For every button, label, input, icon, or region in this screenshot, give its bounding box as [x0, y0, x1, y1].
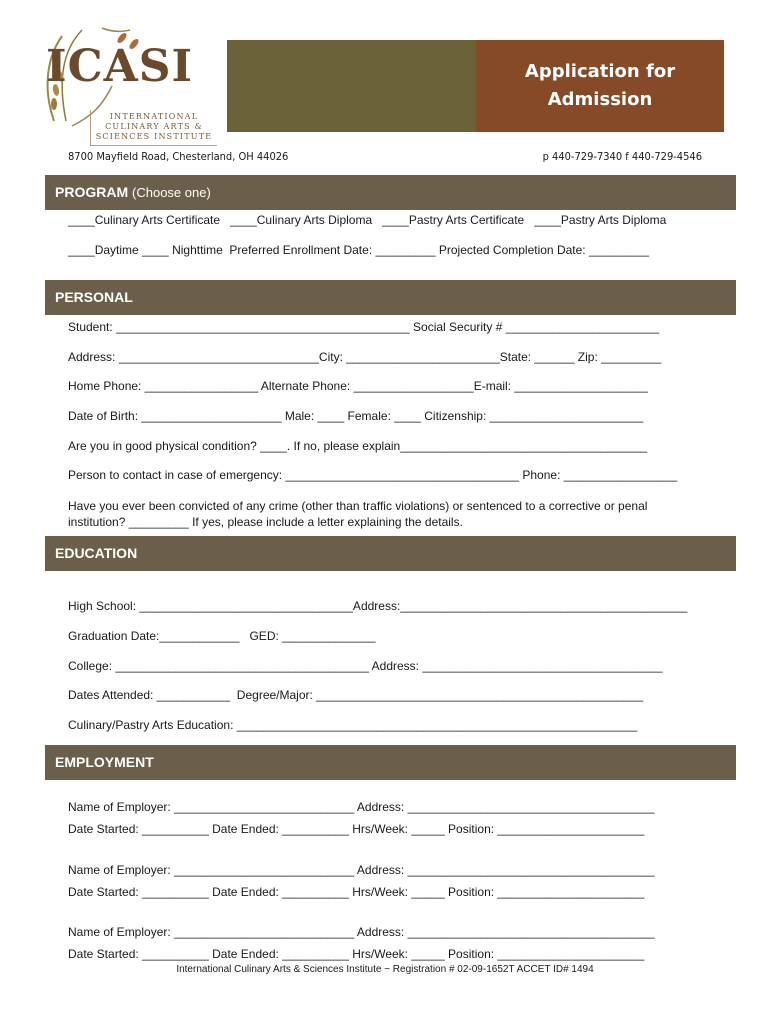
employer-field[interactable]: Name of Employer: ___________________________ Address: _____________________________________: [68, 863, 655, 877]
conviction-field[interactable]: institution? _________ If yes, please include a letter explaining the details.: [68, 515, 463, 529]
page-footer: International Culinary Arts & Sciences Institute ~ Registration # 02-09-1652T ACCET ID# 1494: [176, 964, 594, 975]
birth-field[interactable]: Date of Birth: _____________________ Male: ____ Female: ____ Citizenship: _______________________: [68, 409, 644, 423]
section-title: PROGRAM: [55, 184, 129, 200]
logo-subtitle: INTERNATIONAL CULINARY ARTS & SCIENCES INSTITUTE: [90, 110, 217, 146]
employment-dates-field[interactable]: Date Started: __________ Date Ended: __________ Hrs/Week: _____ Position: ______________________: [68, 885, 645, 899]
section-program: [45, 175, 736, 210]
school-address: 8700 Mayfield Road, Chesterland, OH 44026: [68, 150, 289, 163]
employer-field[interactable]: Name of Employer: ___________________________ Address: _____________________________________: [68, 925, 655, 939]
header-band-olive: [227, 40, 476, 132]
phone-field[interactable]: Home Phone: _________________ Alternate Phone: __________________E-mail: ____________________: [68, 379, 648, 393]
culinary-education-field[interactable]: Culinary/Pastry Arts Education: ____________________________________________________________: [68, 718, 638, 732]
graduation-field[interactable]: Graduation Date:____________ GED: ______________: [68, 629, 376, 643]
header-title-box: [476, 40, 724, 132]
logo-text: ICASI: [46, 41, 194, 92]
section-employment: [45, 745, 736, 780]
address-field[interactable]: Address: ______________________________City: _______________________State: ______ Zip: _________: [68, 350, 662, 364]
section-personal: [45, 280, 736, 315]
condition-field[interactable]: Are you in good physical condition? ____. If no, please explain_____________________________________: [68, 439, 648, 453]
header-title-line2: Admission: [547, 89, 653, 110]
program-options[interactable]: ____Culinary Arts Certificate ____Culinary Arts Diploma ____Pastry Arts Certificate ____Pastry Arts Diploma: [68, 213, 667, 227]
employer-field[interactable]: Name of Employer: ___________________________ Address: _____________________________________: [68, 800, 655, 814]
conviction-question: Have you ever been convicted of any crime (other than traffic violations) or sentenced to a corrective or penal: [68, 499, 648, 513]
employment-dates-field[interactable]: Date Started: __________ Date Ended: __________ Hrs/Week: _____ Position: ______________________: [68, 947, 645, 961]
section-education: [45, 536, 736, 571]
section-title: EMPLOYMENT: [55, 754, 154, 770]
employment-dates-field[interactable]: Date Started: __________ Date Ended: __________ Hrs/Week: _____ Position: ______________________: [68, 822, 645, 836]
high-school-field[interactable]: High School: ________________________________Address:___________________________________________: [68, 599, 688, 613]
student-field[interactable]: Student: ____________________________________________ Social Security # _______________________: [68, 320, 660, 334]
school-phone-fax: p 440-729-7340 f 440-729-4546: [542, 150, 702, 163]
header-title-line1: Application for: [524, 61, 676, 82]
dates-attended-field[interactable]: Dates Attended: ___________ Degree/Major: _________________________________________________: [68, 688, 644, 702]
section-subtitle: (Choose one): [132, 185, 211, 200]
section-title: EDUCATION: [55, 545, 138, 561]
emergency-field[interactable]: Person to contact in case of emergency: ___________________________________ Phone: _________________: [68, 468, 678, 482]
program-schedule[interactable]: ____Daytime ____ Nighttime Preferred Enrollment Date: _________ Projected Completion Date: _________: [68, 243, 650, 257]
section-title: PERSONAL: [55, 289, 133, 305]
college-field[interactable]: College: ______________________________________ Address: ____________________________________: [68, 659, 663, 673]
